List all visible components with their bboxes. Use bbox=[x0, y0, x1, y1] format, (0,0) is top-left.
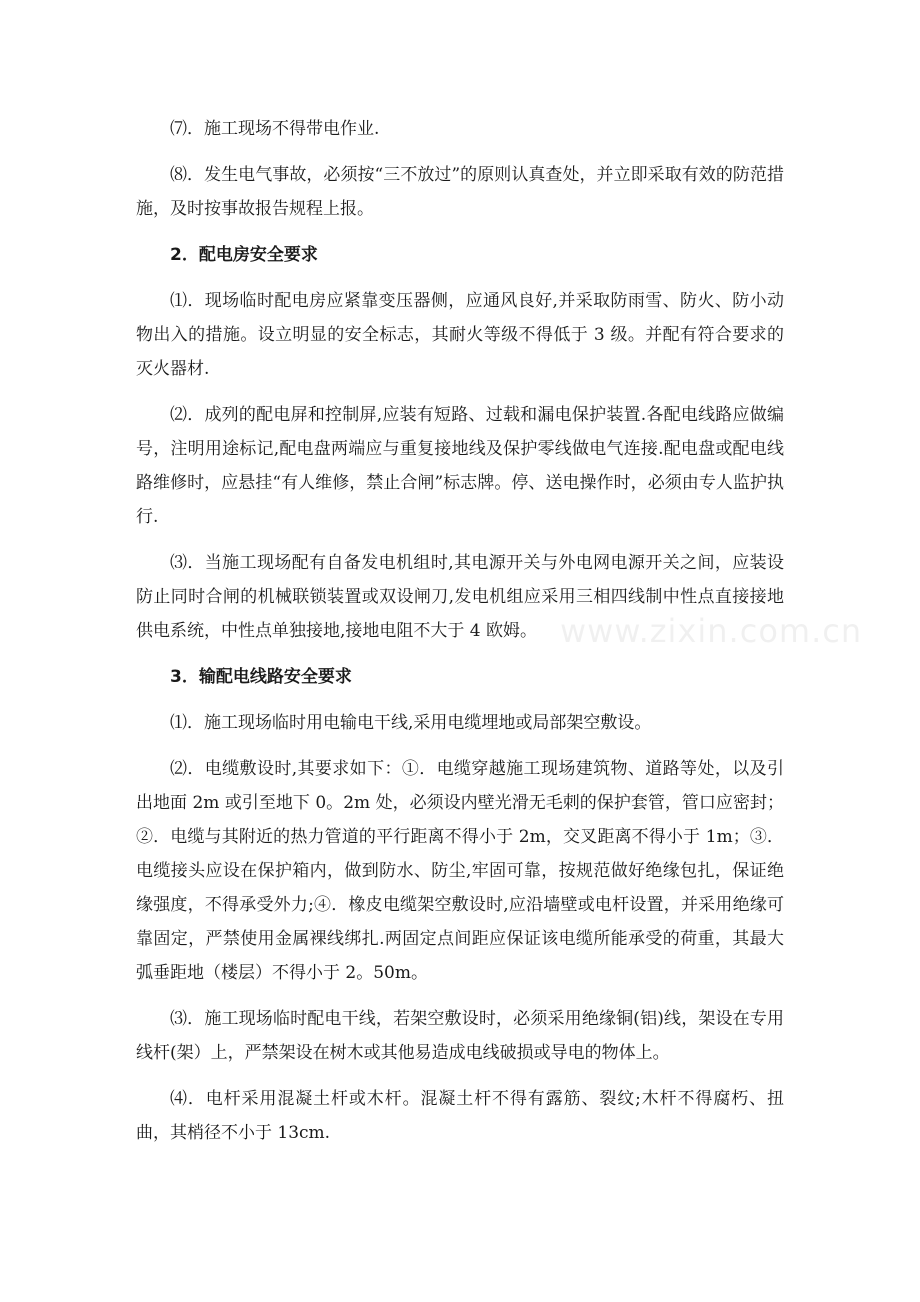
paragraph-3-3: ⑶．施工现场临时配电干线，若架空敷设时，必须采用绝缘铜(铝)线，架设在专用线杆(架）上，严禁架设在树木或其他易造成电线破损或导电的物体上。 bbox=[136, 1009, 784, 1063]
section-heading-3: 3．输配电线路安全要求 bbox=[170, 667, 352, 687]
paragraph-3-2: ⑵．电缆敷设时,其要求如下：①．电缆穿越施工现场建筑物、道路等处，以及引出地面 2m 或引至地下 0。2m 处，必须设内壁光滑无毛刺的保护套管，管口应密封；②．电缆与其附近的热力管道的平行距离不得小于 2m，交叉距离不得小于 1m；③．电缆接头应设在保护箱内，做到防水、防尘,牢固可靠，按规范做好绝缘包扎，保证绝缘强度，不得承受外力;④．橡皮电缆架空敷设时,应沿墙壁或电杆设置，并采用绝缘可靠固定，严禁使用金属裸线绑扎.两固定点间距应保证该电缆所能承受的荷重，其最大弧垂距地（楼层）不得小于 2。50m。 bbox=[136, 759, 784, 983]
paragraph-3-4: ⑷．电杆采用混凝土杆或木杆。混凝土杆不得有露筋、裂纹;木杆不得腐朽、扭曲，其梢径不小于 13cm. bbox=[136, 1089, 784, 1143]
paragraph-2-3: ⑶．当施工现场配有自备发电机组时,其电源开关与外电网电源开关之间，应装设防止同时合闸的机械联锁装置或双设闸刀,发电机组应采用三相四线制中性点直接接地供电系统，中性点单独接地,接地电阻不大于 4 欧姆。 bbox=[136, 553, 784, 641]
paragraph-2-1: ⑴．现场临时配电房应紧靠变压器侧，应通风良好,并采取防雨雪、防火、防小动物出入的措施。设立明显的安全标志，其耐火等级不得低于 3 级。并配有符合要求的灭火器材. bbox=[136, 291, 784, 379]
paragraph-2-2: ⑵．成列的配电屏和控制屏,应装有短路、过载和漏电保护装置.各配电线路应做编号，注明用途标记,配电盘两端应与重复接地线及保护零线做电气连接.配电盘或配电线路维修时，应悬挂“有人维修，禁止合闸”标志牌。停、送电操作时，必须由专人监护执行. bbox=[136, 405, 784, 527]
paragraph-7: ⑺．施工现场不得带电作业. bbox=[170, 119, 380, 139]
watermark: www.zixin.com.cn bbox=[560, 612, 863, 650]
section-heading-2: 2．配电房安全要求 bbox=[170, 245, 318, 265]
paragraph-8: ⑻．发生电气事故，必须按“三不放过”的原则认真查处，并立即采取有效的防范措施，及时按事故报告规程上报。 bbox=[136, 165, 784, 219]
paragraph-3-1: ⑴．施工现场临时用电输电干线,采用电缆埋地或局部架空敷设。 bbox=[170, 713, 652, 733]
